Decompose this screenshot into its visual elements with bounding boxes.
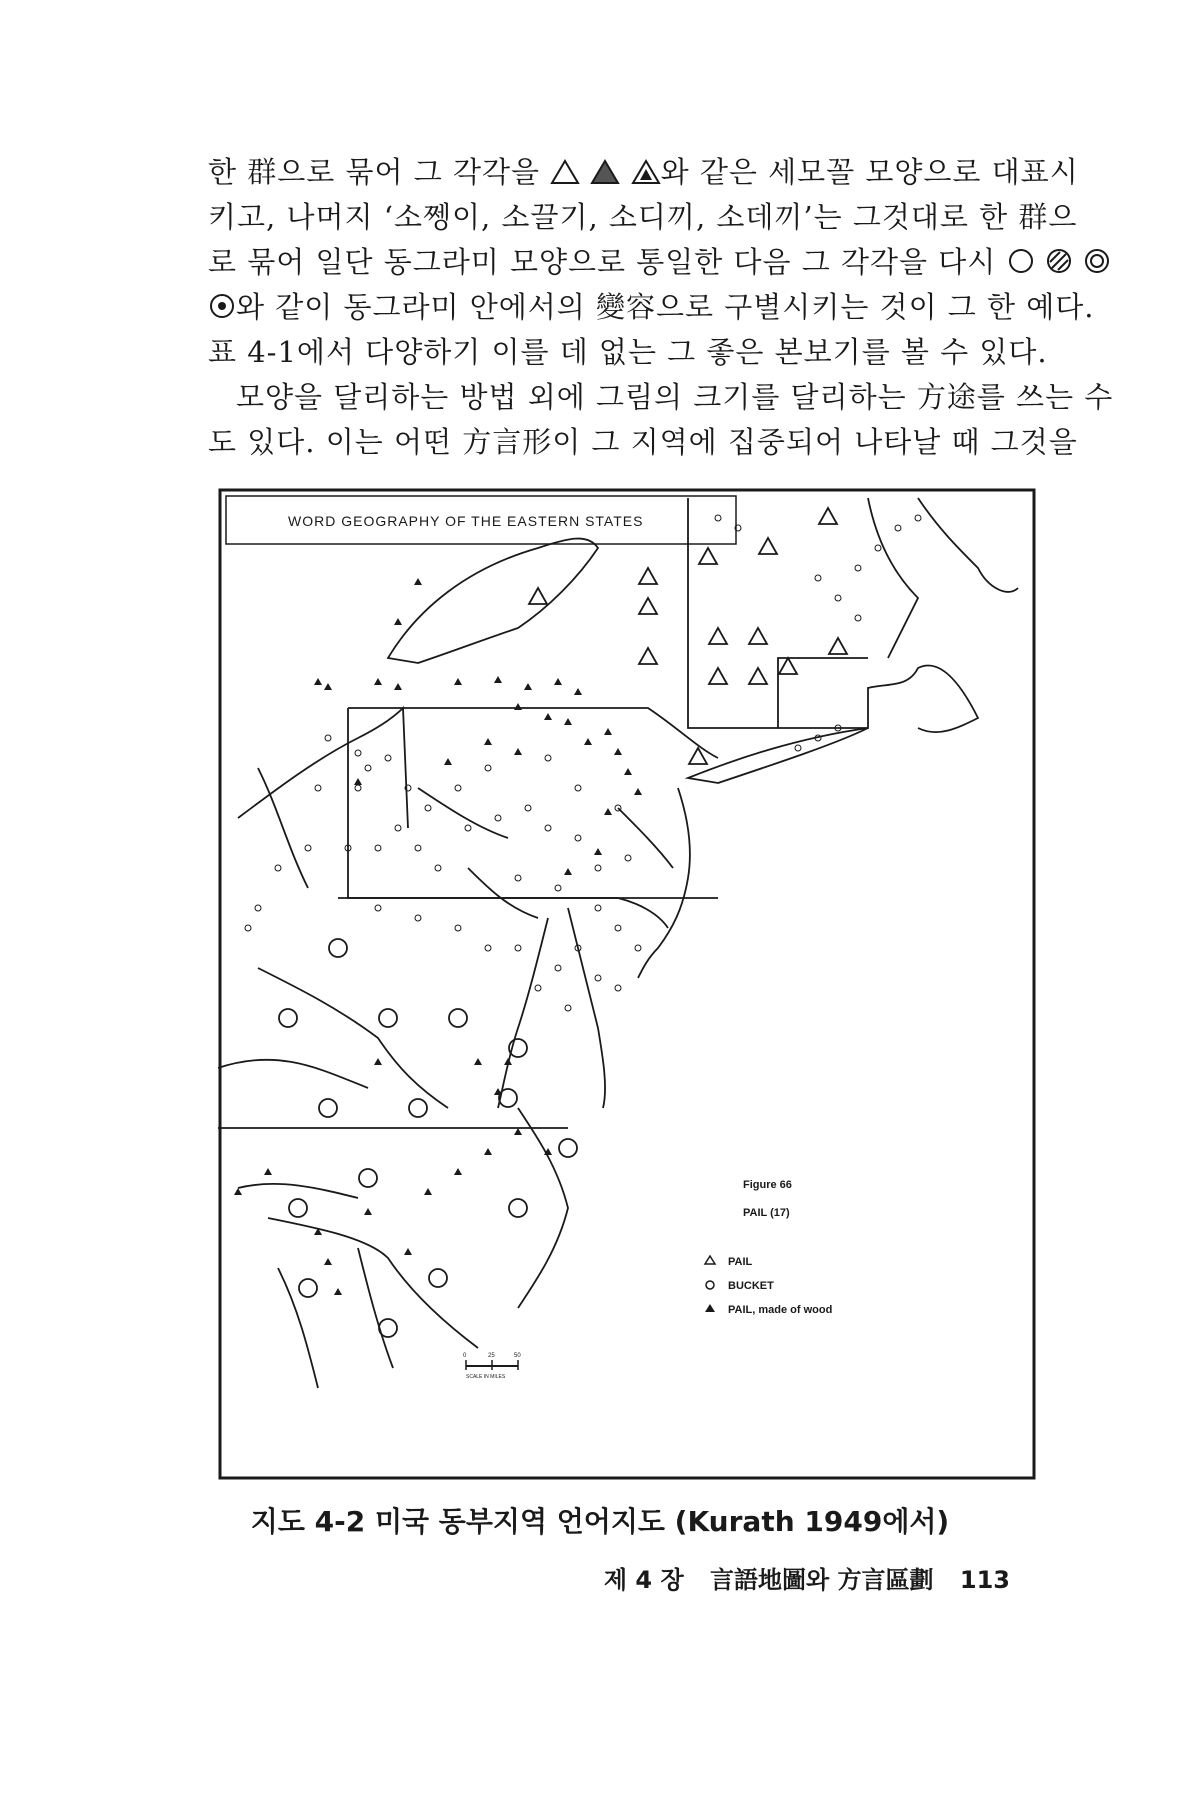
svg-text:50: 50 <box>514 1353 521 1359</box>
dialect-map-figure <box>218 488 1036 1480</box>
text-line: 표 4-1에서 다양하기 이를 데 없는 그 좋은 본보기를 볼 수 있다. <box>208 335 1048 369</box>
hatched-circle-icon <box>1045 247 1073 275</box>
figure-caption: 지도 4-2 미국 동부지역 언어지도 (Kurath 1949에서) <box>250 1505 950 1538</box>
paragraph-2 <box>208 375 1114 465</box>
dotted-triangle-icon <box>631 159 661 185</box>
text-line: 와 같이 동그라미 안에서의 變容으로 구별시키는 것이 그 한 예다. <box>208 285 1038 330</box>
svg-text:25: 25 <box>488 1353 495 1359</box>
page-number: 113 <box>959 1566 1010 1594</box>
text-line: 키고, 나머지 ‘소쩽이, 소끌기, 소디끼, 소데끼’는 그것대로 한 群으 <box>208 200 1078 234</box>
page-footer <box>586 1560 1010 1595</box>
map-title: WORD GEOGRAPHY OF THE EASTERN STATES <box>288 513 644 529</box>
paragraph-1 <box>208 150 1095 375</box>
text-line: 도 있다. 이는 어떤 方言形이 그 지역에 집중되어 나타날 때 그것을 <box>208 425 1078 459</box>
figure-sublabel: PAIL (17) <box>743 1207 790 1219</box>
hatched-triangle-icon <box>590 159 620 185</box>
svg-text:SCALE IN MILES: SCALE IN MILES <box>466 1374 506 1380</box>
map-frame <box>220 490 1034 1478</box>
legend-label: BUCKET <box>728 1280 774 1292</box>
text-line: 로 묶어 일단 동그라미 모양으로 통일한 다음 그 각각을 다시 <box>208 240 1038 285</box>
legend-label: PAIL <box>728 1256 753 1268</box>
chapter-label: 제 4 장 <box>603 1566 684 1594</box>
dot-circle-icon <box>208 292 236 320</box>
figure-label: Figure 66 <box>743 1179 792 1191</box>
open-circle-icon <box>1007 247 1035 275</box>
svg-text:0: 0 <box>463 1353 467 1359</box>
open-triangle-icon <box>550 159 580 185</box>
text-line: 모양을 달리하는 방법 외에 그림의 크기를 달리하는 方途를 쓰는 수 <box>236 380 1114 414</box>
chapter-title: 言語地圖와 方言區劃 <box>709 1566 934 1594</box>
text-line: 한 群으로 묶어 그 각각을 와 같은 세모꼴 모양으로 대표시 <box>208 155 1079 189</box>
legend-label: PAIL, made of wood <box>728 1304 833 1316</box>
double-circle-icon <box>1083 247 1111 275</box>
